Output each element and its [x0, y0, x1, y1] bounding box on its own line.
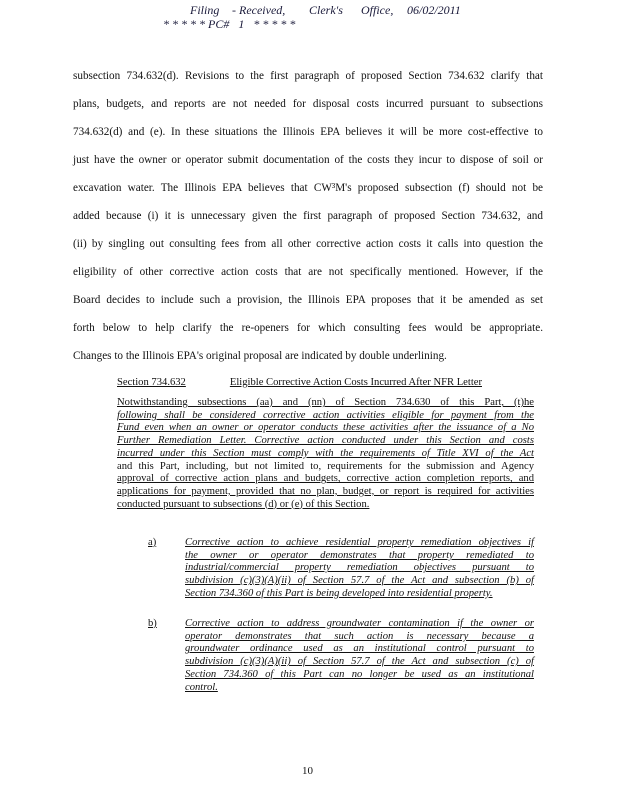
- text-line: Section 734.360 of this Part can no longer be used as an institutional: [185, 668, 534, 680]
- text-line: plans, budgets, and reports are not needed for disposal costs incurred pursuant to subsections: [73, 98, 543, 110]
- filing-header-clerks: Clerk's: [309, 3, 343, 17]
- text-line: following shall be considered corrective action activities eligible for payment from the: [117, 409, 534, 421]
- text-line: excavation water. The Illinois EPA believes that CW³M's proposed subsection (f) should not be: [73, 182, 543, 194]
- page-number: 10: [302, 765, 313, 777]
- text-line: groundwater ordinance used as an institutional control pursuant to: [185, 643, 534, 655]
- text-line: Changes to the Illinois EPA's original proposal are indicated by double underlining.: [73, 350, 447, 362]
- text-line: incurred under this Section must comply with the requirements of Title XVI of the Act: [117, 447, 534, 459]
- text-line: Section 734.360 of this Part is being developed into residential property.: [185, 587, 493, 599]
- text-line: forth below to help clarify the re-openers for which consulting fees would be appropriate.: [73, 322, 543, 334]
- text-line: operator demonstrates that such action is necessary because a: [185, 630, 534, 642]
- text-line: just have the owner or operator submit documentation of the costs they incur to dispose of soil or: [73, 154, 543, 166]
- text-line: applications for payment, provided that no plan, budget, or report is required for activities: [117, 485, 534, 497]
- subsection-label-b: b): [148, 618, 157, 629]
- section-number: Section 734.632: [117, 377, 186, 388]
- text-line: added because (i) it is unnecessary given the first paragraph of proposed Section 734.632, and: [73, 210, 543, 222]
- filing-header-date: 06/02/2011: [407, 3, 461, 17]
- text-line: subdivision (c)(3)(A)(ii) of Section 57.7 of the Act and subsection (c) of: [185, 656, 534, 668]
- section-title: Eligible Corrective Action Costs Incurred After NFR Letter: [229, 377, 482, 388]
- filing-header-pc: * * * * * PC# 1 * * * * *: [163, 17, 296, 31]
- text-line: subdivision (c)(3)(A)(ii) of Section 57.7 of the Act and subsection (b) of: [185, 575, 534, 587]
- text-line: Notwithstanding subsections (aa) and (nn) of Section 734.630 of this Part, (t)he: [117, 397, 534, 408]
- text-line: subsection 734.632(d). Revisions to the first paragraph of proposed Section 734.632 clarify that: [73, 70, 543, 82]
- filing-header-office: Office,: [361, 3, 394, 17]
- section-heading: [117, 377, 534, 388]
- text-line: Further Remediation Letter. Corrective action conducted under this Section and costs: [117, 435, 534, 447]
- text-line: Corrective action to address groundwater contamination if the owner or: [185, 618, 534, 629]
- text-line: 734.632(d) and (e). In these situations the Illinois EPA believes it will be more cost-effective to: [73, 126, 543, 138]
- text-line: (ii) by singling out consulting fees from all other corrective action costs it calls into question the: [73, 238, 543, 250]
- text-line: control.: [185, 681, 218, 693]
- text-line: Corrective action to achieve residential property remediation objectives if: [185, 537, 534, 548]
- filing-header-received: - Received,: [232, 3, 286, 17]
- text-line: Board decides to include such a provision, the Illinois EPA proposes that it be amended as set: [73, 294, 543, 306]
- text-line: eligibility of other corrective action costs that are not specifically mentioned. However, if the: [73, 266, 543, 278]
- text-line: and this Part, including, but not limited to, requirements for the submission and Agency: [117, 460, 534, 472]
- subsection-label-a: a): [148, 537, 157, 548]
- filing-header-filing: Filing: [190, 3, 220, 17]
- text-line: Fund even when an owner or operator conducts these activities after the issuance of a No: [117, 422, 534, 434]
- text-line: the owner or operator demonstrates that property remediated to: [185, 549, 534, 561]
- text-line: conducted pursuant to subsections (d) or (e) of this Section.: [117, 498, 370, 510]
- text-line: industrial/commercial property remediation objectives pursuant to: [185, 562, 534, 574]
- text-line: approval of corrective action plans and budgets, corrective action completion reports, and: [117, 473, 534, 485]
